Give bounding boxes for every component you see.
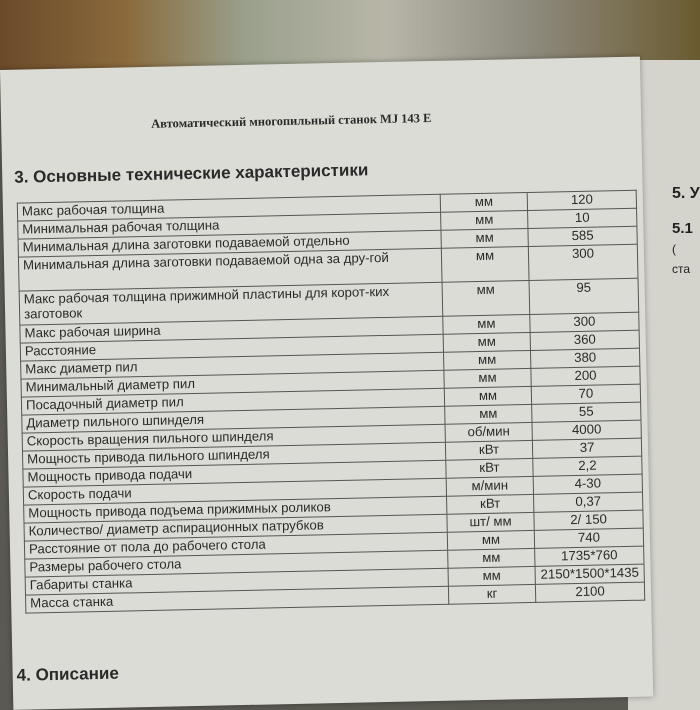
- spec-name: Скорость вращения пильного шпинделя: [22, 424, 445, 451]
- spec-name: Мощность привода подачи: [23, 460, 446, 487]
- spec-value: 4000: [532, 420, 641, 440]
- spec-name: Скорость подачи: [23, 478, 446, 505]
- spec-unit: мм: [448, 548, 535, 568]
- spec-value: 360: [530, 330, 639, 350]
- spec-name: Расстояние от пола до рабочего стола: [24, 532, 447, 559]
- spec-value: 10: [528, 208, 637, 228]
- spec-name: Расстояние: [20, 334, 443, 361]
- spec-name: Мощность привода пильного шпинделя: [22, 442, 445, 469]
- document-page: [0, 57, 653, 710]
- spec-name: Минимальная длина заготовки подаваемой одна за дру-гой: [18, 248, 442, 291]
- spec-unit: мм: [443, 314, 530, 334]
- spec-unit: мм: [448, 566, 535, 586]
- spec-unit: мм: [444, 368, 531, 388]
- spec-name: Посадочный диаметр пил: [21, 388, 444, 415]
- spec-unit: шт/ мм: [447, 512, 534, 532]
- spec-name: Количество/ диаметр аспирационных патрубков: [24, 514, 447, 541]
- spec-unit: мм: [444, 386, 531, 406]
- spec-unit: об/мин: [445, 422, 532, 442]
- spec-name: Минимальный диаметр пил: [21, 370, 444, 397]
- spec-value: 200: [531, 366, 640, 386]
- spec-value: 2150*1500*1435: [535, 564, 644, 584]
- specs-table: [17, 190, 645, 614]
- specs-table-body: [17, 190, 644, 613]
- spec-value: 120: [527, 190, 636, 210]
- spec-value: 37: [532, 438, 641, 458]
- spec-unit: мм: [441, 246, 529, 282]
- spec-unit: кВт: [445, 440, 532, 460]
- spec-value: 1735*760: [535, 546, 644, 566]
- right-page-line-1: (: [672, 242, 676, 256]
- spec-name: Мощность привода подъема прижимных роликов: [24, 496, 447, 523]
- spec-name: Масса станка: [26, 586, 449, 613]
- spec-value: 380: [531, 348, 640, 368]
- spec-name: Диаметр пильного шпинделя: [22, 406, 445, 433]
- right-page-line-2: ста: [672, 262, 691, 276]
- document-header-title: Автоматический многопильный станок MJ 143 E: [151, 110, 432, 131]
- spec-name: Минимальная рабочая толщина: [18, 212, 441, 239]
- spec-value: 2,2: [533, 456, 642, 476]
- spec-value: 585: [528, 226, 637, 246]
- spec-name: Размеры рабочего стола: [25, 550, 448, 577]
- right-page-heading: 5. У: [672, 185, 700, 202]
- spec-unit: мм: [441, 210, 528, 230]
- spec-unit: мм: [442, 280, 530, 316]
- spec-unit: мм: [441, 228, 528, 248]
- spec-value: 740: [534, 528, 643, 548]
- spec-unit: мм: [445, 404, 532, 424]
- spec-unit: м/мин: [446, 476, 533, 496]
- spec-unit: мм: [447, 530, 534, 550]
- spec-unit: кВт: [446, 494, 533, 514]
- spec-name: Макс рабочая толщина прижимной пластины для корот-ких заготовок: [19, 282, 443, 325]
- spec-unit: кг: [448, 584, 535, 604]
- spec-unit: мм: [440, 192, 527, 212]
- spec-unit: мм: [443, 332, 530, 352]
- page-content: [0, 57, 653, 710]
- section-3-title: 3. Основные технические характеристики: [14, 160, 369, 187]
- spec-value: 70: [531, 384, 640, 404]
- section-4-title: 4. Описание: [16, 663, 119, 685]
- spec-name: Макс рабочая ширина: [20, 316, 443, 343]
- spec-value: 95: [529, 278, 639, 314]
- spec-name: Макс рабочая толщина: [17, 194, 440, 221]
- spec-value: 2100: [535, 582, 644, 602]
- right-page-subheading: 5.1: [672, 220, 693, 237]
- spec-name: Макс диаметр пил: [21, 352, 444, 379]
- spec-value: 0,37: [534, 492, 643, 512]
- spec-value: 55: [532, 402, 641, 422]
- spec-unit: мм: [443, 350, 530, 370]
- spec-value: 300: [530, 312, 639, 332]
- spec-value: 4-30: [533, 474, 642, 494]
- spec-value: 300: [528, 244, 638, 280]
- spec-value: 2/ 150: [534, 510, 643, 530]
- spec-name: Минимальная длина заготовки подаваемой отдельно: [18, 230, 441, 257]
- spec-name: Габариты станка: [25, 568, 448, 595]
- spec-unit: кВт: [446, 458, 533, 478]
